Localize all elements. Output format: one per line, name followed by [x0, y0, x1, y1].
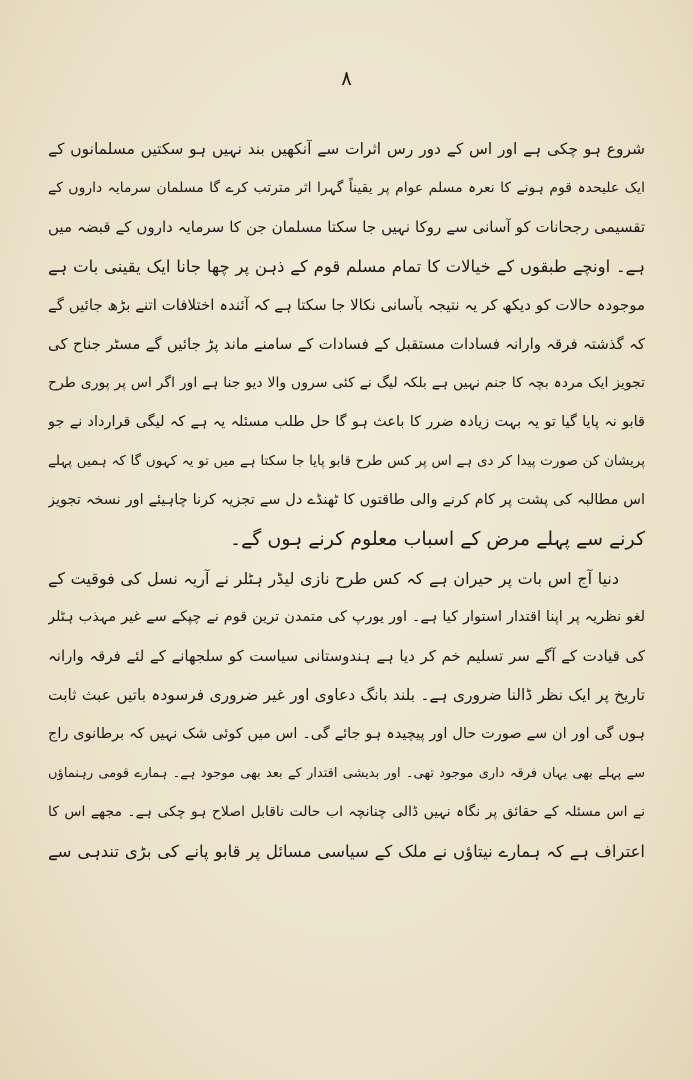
text-line: تجویز ایک مردہ بچہ کا جنم نہیں ہے بلکہ لیگ نے کئی سروں والا دیو جنا ہے اور اگر اس پر پوری طرح: [48, 375, 645, 391]
text-line: لغو نظریہ پر اپنا اقتدار استوار کیا ہے۔ اور یورپ کی متمدن ترین قوم نے چپکے سے غیر مہذب ہٹلر: [48, 609, 645, 625]
text-line: تقسیمی رجحانات کو آسانی سے روکا نہیں جا سکتا مسلمان جن کا سرمایہ داروں کے قبضہ میں: [48, 218, 645, 236]
text-line: شروع ہو چکی ہے اور اس کے دور رس اثرات سے آنکھیں بند نہیں ہو سکتیں مسلمانوں کے: [48, 140, 645, 158]
text-line: کہ گذشتہ فرقہ وارانہ فسادات مستقبل کے فسادات کے سامنے ماند پڑ جائیں گے مسٹر جناح کی: [48, 335, 645, 353]
text-line: پریشان کن صورت پیدا کر دی ہے اس پر کس طرح قابو پایا جا سکتا ہے میں تو یہ کہوں گا کہ ہمیں پہلے: [48, 453, 645, 469]
text-line: قابو نہ پایا گیا تو یہ بہت زیادہ ضرر کا باعث ہو گا حل طلب مسئلہ یہ ہے کہ لیگی قرارداد نے جو: [48, 414, 645, 430]
text-line: ایک علیحدہ قوم ہونے کا نعرہ مسلم عوام پر یقیناً گہرا اثر مترتب کرے گا مسلمان سرمایہ داروں کے: [48, 180, 645, 196]
body-text: [48, 130, 645, 871]
text-line: نے اس مسئلہ کے حقائق پر نگاہ نہیں ڈالی چنانچہ اب حالت ناقابل اصلاح ہو چکی ہے۔ مجھے اس کا: [48, 804, 645, 820]
text-line: ہے۔ اونچے طبقوں کے خیالات کا تمام مسلم قوم کے ذہن پر چھا جانا ایک یقینی بات ہے: [48, 257, 645, 276]
text-line: کرنے سے پہلے مرض کے اسباب معلوم کرنے ہوں گے۔: [230, 528, 645, 550]
text-line: سے پہلے بھی یہاں فرقہ داری موجود تھی۔ اور بدیشی اقتدار کے بعد بھی موجود ہے۔ ہمارے قومی رہنماؤں: [48, 766, 645, 781]
text-line: ہوں گی اور ان سے صورت حال اور پیچیدہ ہو جائے گی۔ اس میں کوئی شک نہیں کہ برطانوی راج: [48, 726, 645, 742]
text-line: اس مطالبہ کی پشت پر کام کرنے والی طاقتوں کا ٹھنڈے دل سے تجزیہ کرنا چاہیئے اور نسخہ تجویز: [48, 492, 645, 508]
page-number: ۸: [341, 66, 352, 90]
text-line: تاریخ پر ایک نظر ڈالنا ضروری ہے۔ بلند بانگ دعاوی اور غیر ضروری فرسودہ باتیں عبث ثابت: [48, 686, 645, 704]
text-line: اعتراف ہے کہ ہمارے نیتاؤں نے ملک کے سیاسی مسائل پر قابو پانے کی بڑی تندہی سے: [48, 842, 645, 861]
text-line: موجودہ حالات کو دیکھ کر یہ نتیجہ بآسانی نکالا جا سکتا ہے کہ آئندہ اختلافات اتنے بڑھ جائیں گے: [48, 296, 645, 314]
text-line: دنیا آج اس بات پر حیران ہے کہ کس طرح نازی لیڈر ہٹلر نے آریہ نسل کی فوقیت کے: [48, 569, 619, 588]
text-line: کی قیادت کے آگے سر تسلیم خم کر دیا ہے ہندوستانی سیاست کو سلجھانے کے لئے فرقہ وارانہ: [48, 647, 645, 665]
